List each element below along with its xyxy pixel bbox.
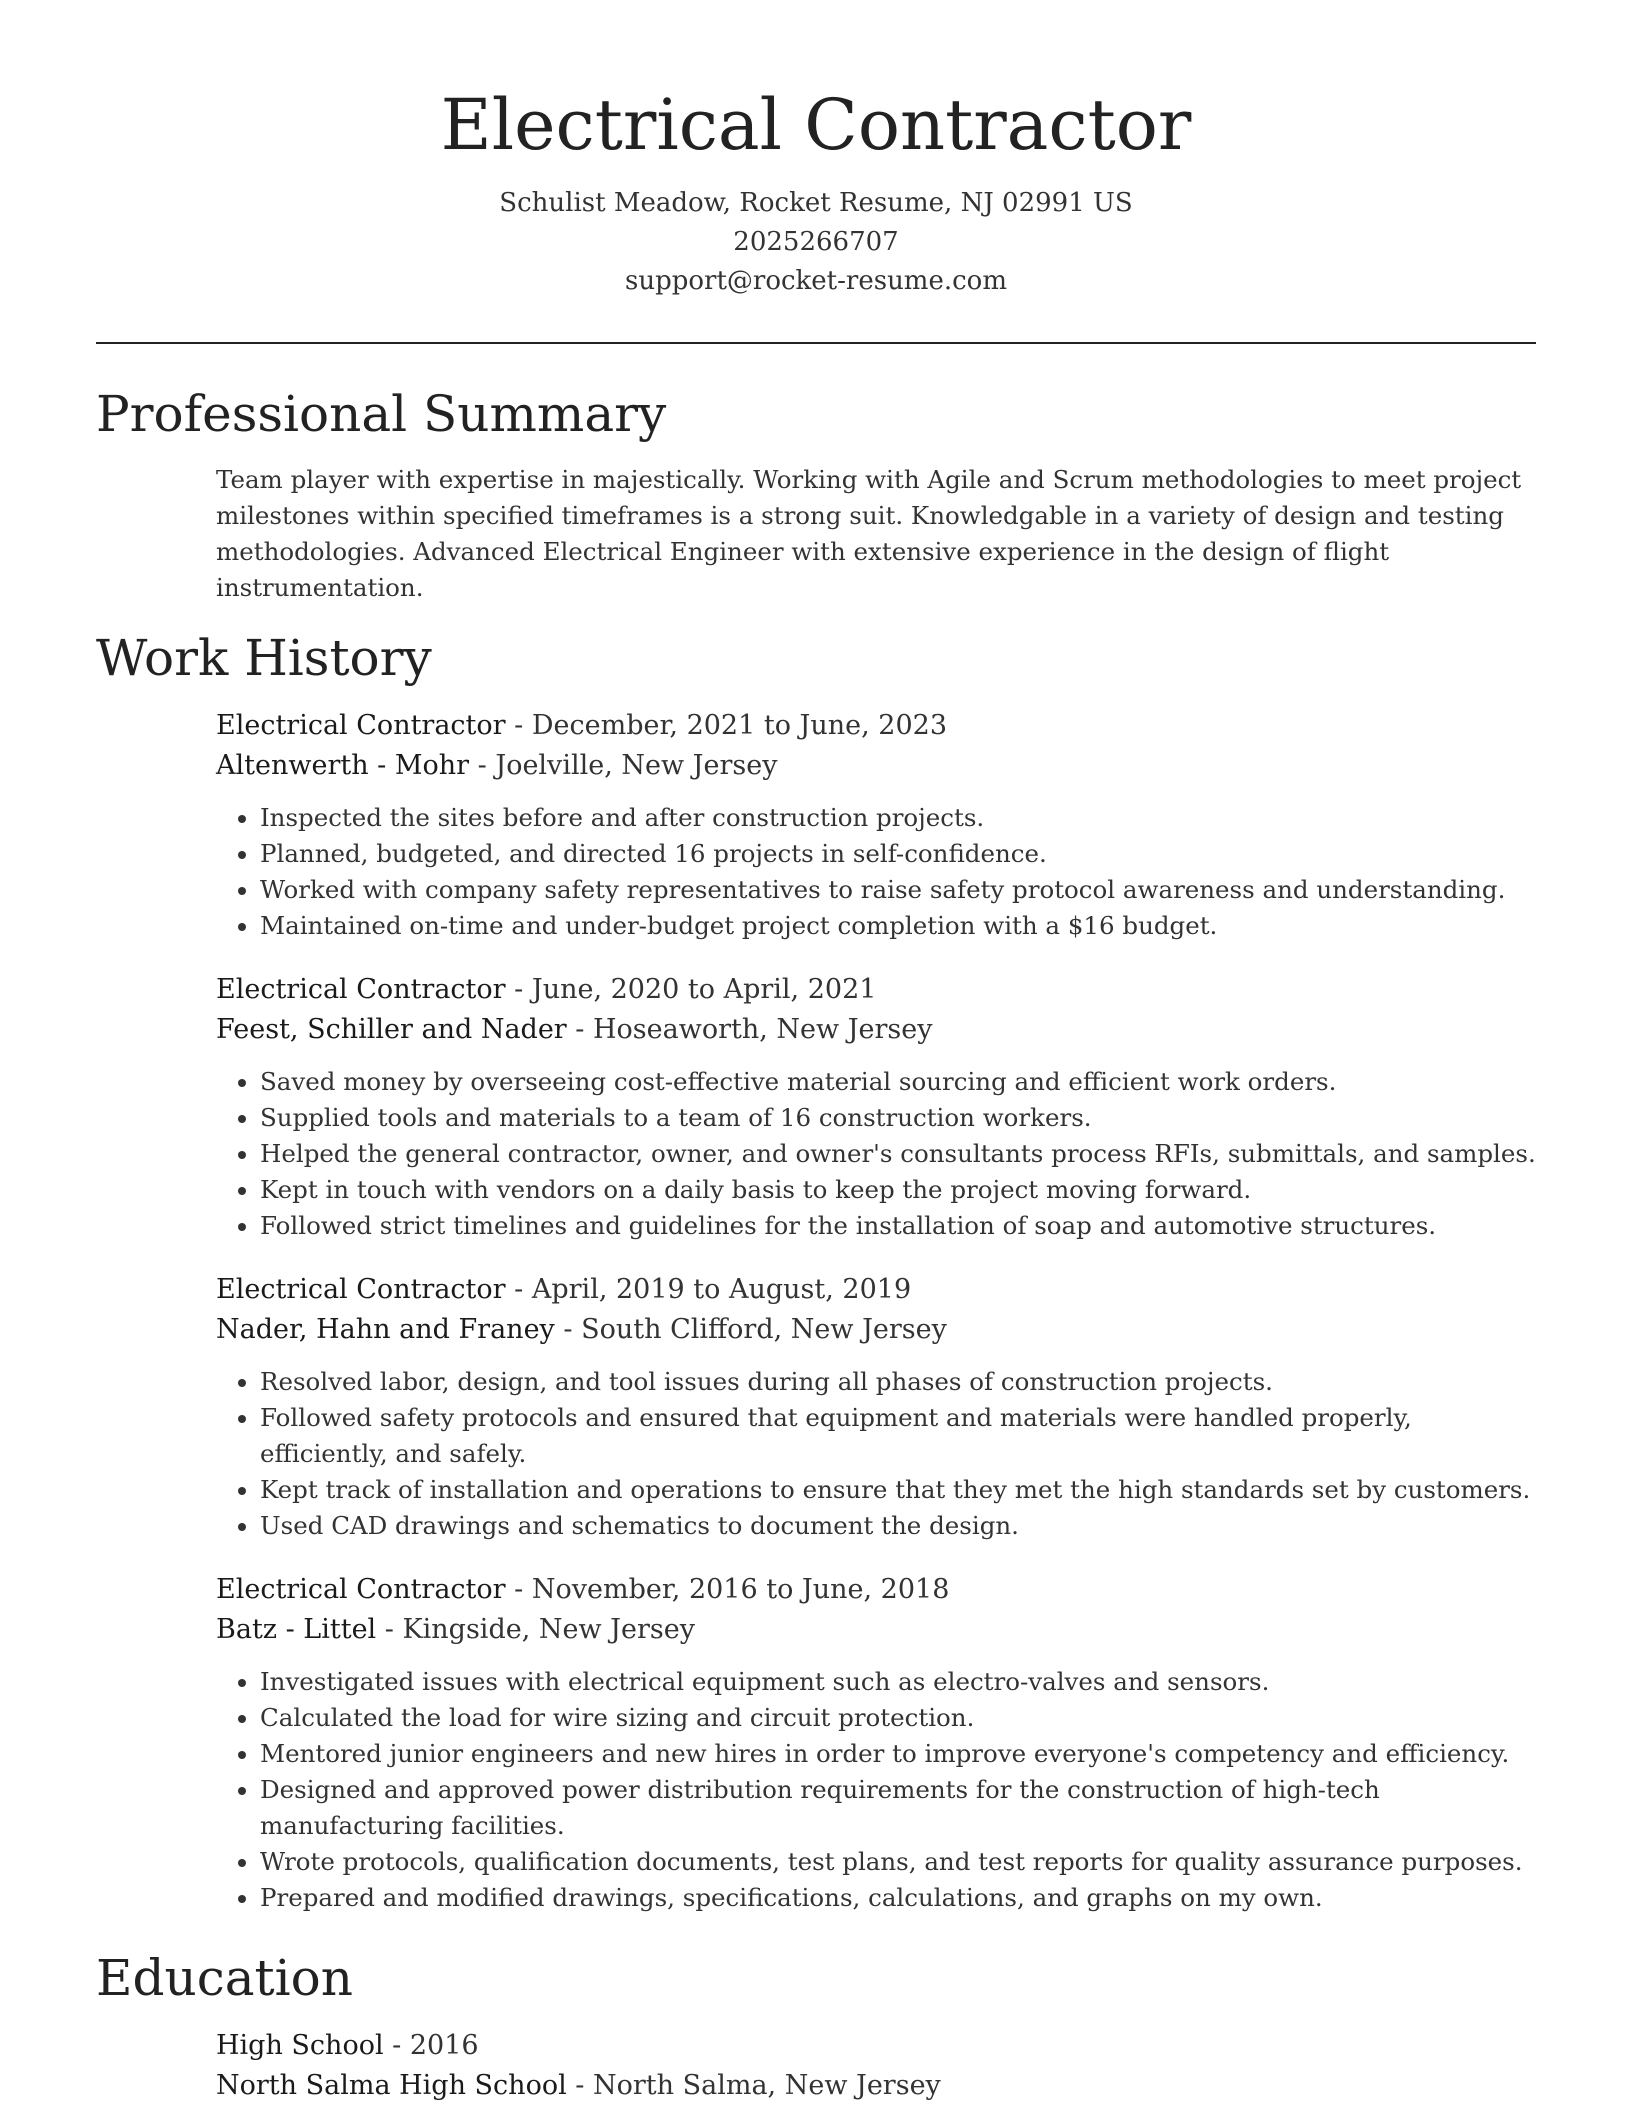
job-bullet: • Supplied tools and materials to a team of 16 construction workers. bbox=[260, 1100, 1536, 1136]
job-entry bbox=[216, 706, 1536, 944]
job-company-line bbox=[216, 1310, 1536, 1350]
job-location: - Joelville, New Jersey bbox=[469, 750, 778, 781]
job-bullet: • Kept in touch with vendors on a daily basis to keep the project moving forward. bbox=[260, 1172, 1536, 1208]
job-bullet: • Followed safety protocols and ensured that equipment and materials were handled properly, efficiently, and safely. bbox=[260, 1400, 1536, 1472]
header-divider bbox=[96, 342, 1536, 344]
job-dates: - December, 2021 to June, 2023 bbox=[505, 710, 948, 741]
job-entry bbox=[216, 1270, 1536, 1544]
job-bullet: • Followed strict timelines and guidelines for the installation of soap and automotive structures. bbox=[260, 1208, 1536, 1244]
contact-email: support@rocket-resume.com bbox=[624, 266, 1007, 296]
job-title-line bbox=[216, 706, 1536, 746]
job-bullet: • Worked with company safety representatives to raise safety protocol awareness and understanding. bbox=[260, 872, 1536, 908]
job-bullet: • Planned, budgeted, and directed 16 projects in self-confidence. bbox=[260, 836, 1536, 872]
job-dates: - June, 2020 to April, 2021 bbox=[505, 974, 877, 1005]
education-year: - 2016 bbox=[383, 2030, 479, 2061]
contact-info bbox=[0, 184, 1632, 301]
job-dates: - April, 2019 to August, 2019 bbox=[505, 1274, 912, 1305]
education-degree-line bbox=[216, 2026, 1536, 2066]
job-bullet: • Mentored junior engineers and new hires in order to improve everyone's competency and efficiency. bbox=[260, 1736, 1536, 1772]
job-company: Feest, Schiller and Nader bbox=[216, 1014, 567, 1045]
job-entry bbox=[216, 1570, 1536, 1916]
job-location: - Hoseaworth, New Jersey bbox=[566, 1014, 933, 1045]
education-degree: High School bbox=[216, 2030, 384, 2061]
education-heading: Education bbox=[96, 1949, 353, 2007]
job-company-line bbox=[216, 1610, 1536, 1650]
resume-header bbox=[0, 80, 1632, 301]
education-school: North Salma High School bbox=[216, 2070, 567, 2101]
job-bullet: • Kept track of installation and operations to ensure that they met the high standards set by customers. bbox=[260, 1472, 1536, 1508]
work-history-heading: Work History bbox=[96, 629, 432, 687]
job-bullet: • Maintained on-time and under-budget project completion with a $16 budget. bbox=[260, 908, 1536, 944]
job-bullet: • Investigated issues with electrical equipment such as electro-valves and sensors. bbox=[260, 1664, 1536, 1700]
job-company: Altenwerth - Mohr bbox=[216, 750, 470, 781]
job-title-line bbox=[216, 1270, 1536, 1310]
summary-heading: Professional Summary bbox=[96, 385, 667, 443]
contact-address: Schulist Meadow, Rocket Resume, NJ 02991 US bbox=[499, 188, 1133, 218]
job-bullet: • Calculated the load for wire sizing and circuit protection. bbox=[260, 1700, 1536, 1736]
job-role: Electrical Contractor bbox=[216, 1574, 506, 1605]
job-dates: - November, 2016 to June, 2018 bbox=[505, 1574, 950, 1605]
job-company: Batz - Littel bbox=[216, 1614, 377, 1645]
contact-phone: 2025266707 bbox=[733, 227, 899, 257]
job-bullet: • Resolved labor, design, and tool issues during all phases of construction projects. bbox=[260, 1364, 1536, 1400]
job-bullet: • Designed and approved power distribution requirements for the construction of high-tech manufacturing facilities. bbox=[260, 1772, 1536, 1844]
education-entry bbox=[216, 2026, 1536, 2106]
job-bullet: • Inspected the sites before and after construction projects. bbox=[260, 800, 1536, 836]
job-company-line bbox=[216, 746, 1536, 786]
job-title-line bbox=[216, 970, 1536, 1010]
candidate-name: Electrical Contractor bbox=[440, 84, 1192, 166]
job-bullets bbox=[216, 800, 1536, 944]
job-role: Electrical Contractor bbox=[216, 710, 506, 741]
job-bullet: • Helped the general contractor, owner, and owner's consultants process RFIs, submittals, and samples. bbox=[260, 1136, 1536, 1172]
job-bullets bbox=[216, 1064, 1536, 1244]
job-bullets bbox=[216, 1364, 1536, 1544]
resume-body bbox=[96, 378, 1536, 2106]
job-role: Electrical Contractor bbox=[216, 974, 506, 1005]
education-school-line bbox=[216, 2066, 1536, 2106]
job-bullet: • Used CAD drawings and schematics to document the design. bbox=[260, 1508, 1536, 1544]
job-bullets bbox=[216, 1664, 1536, 1916]
job-entry bbox=[216, 970, 1536, 1244]
education-location: - North Salma, New Jersey bbox=[566, 2070, 941, 2101]
job-bullet: • Prepared and modified drawings, specifications, calculations, and graphs on my own. bbox=[260, 1880, 1536, 1916]
job-location: - South Clifford, New Jersey bbox=[554, 1314, 947, 1345]
job-company-line bbox=[216, 1010, 1536, 1050]
job-bullet: • Saved money by overseeing cost-effective material sourcing and efficient work orders. bbox=[260, 1064, 1536, 1100]
summary-text: Team player with expertise in majestically. Working with Agile and Scrum methodologies to meet project milestones within specified timeframes is a strong suit. Knowledgable in a variety of design and testing methodologies. Advanced Electrical Engineer with extensive experience in the design of flight instrumentation. bbox=[216, 465, 1522, 602]
job-title-line bbox=[216, 1570, 1536, 1610]
job-role: Electrical Contractor bbox=[216, 1274, 506, 1305]
job-bullet: • Wrote protocols, qualification documents, test plans, and test reports for quality assurance purposes. bbox=[260, 1844, 1536, 1880]
job-company: Nader, Hahn and Franey bbox=[216, 1314, 555, 1345]
job-location: - Kingside, New Jersey bbox=[376, 1614, 695, 1645]
